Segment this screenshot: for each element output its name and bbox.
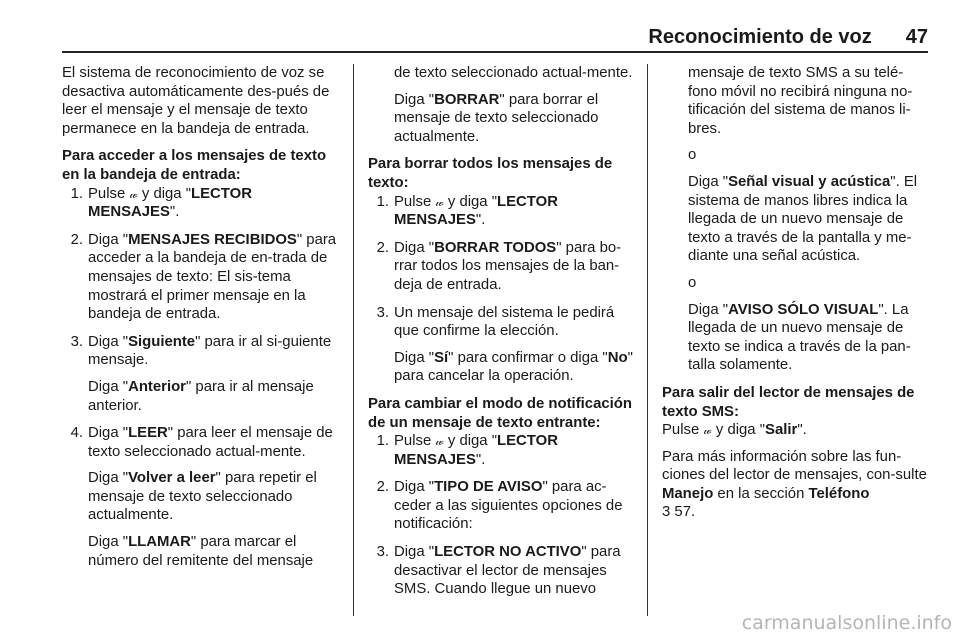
option-paragraph: Diga "AVISO SÓLO VISUAL". La llegada de un nuevo mensaje de texto se indica a través de la pan-talla solamente. [688, 301, 911, 374]
more-info-paragraph: Para más información sobre las fun-ciones del lector de mensajes, con-sulte Manejo en la sección Teléfono 3 57. [662, 448, 927, 521]
list-item: 2. Diga "TIPO DE AVISO" para ac-ceder a las siguientes opciones de notificación: [376, 479, 623, 533]
list-item: 2. Diga "MENSAJES RECIBIDOS" para acceder a la bandeja de en-trada de mensajes de texto: El sis-tema mostrará el primer mensaje en la bandeja de entrada. [70, 231, 337, 323]
voice-command-icon: 𝓌 [703, 423, 712, 438]
voice-command-icon: 𝓌 [129, 186, 138, 201]
exit-instruction: Pulse 𝓌 y diga "Salir". [662, 422, 807, 439]
steps-list [62, 185, 340, 571]
section-heading: Para borrar todos los mensajes de texto: [368, 156, 613, 191]
list-item: 1. Pulse 𝓌 y diga "LECTOR MENSAJES". [70, 185, 252, 221]
page-number: 47 [905, 26, 928, 48]
page-title: Reconocimiento de voz [648, 26, 872, 48]
list-item: 1. Pulse 𝓌 y diga "LECTOR MENSAJES". [376, 193, 558, 229]
column-3 [662, 64, 928, 531]
header-rule [62, 51, 928, 53]
column-divider [647, 64, 648, 616]
or-separator: o [688, 147, 697, 164]
continued-text: Diga "BORRAR" para borrar el mensaje de texto seleccionado actualmente. [394, 91, 599, 145]
voice-command-icon: 𝓌 [435, 194, 444, 209]
column-divider [353, 64, 354, 616]
page-header [62, 26, 928, 50]
continued-text: de texto seleccionado actual-mente. [394, 65, 633, 81]
section-heading: Para salir del lector de mensajes de texto SMS: [662, 384, 915, 420]
list-item: 3. Un mensaje del sistema le pedirá que confirme la elección. Diga "Sí" para confirmar o diga "No" para cancelar la operación. [376, 304, 633, 385]
intro-paragraph: El sistema de reconocimiento de voz se desactiva automáticamente des-pués de leer el mensaje y el mensaje de texto permanece en la bandeja de entrada. [62, 65, 330, 137]
page-reference: 57. [670, 504, 696, 521]
steps-list [368, 193, 634, 386]
steps-list [368, 432, 634, 599]
list-item: 3. Diga "Siguiente" para ir al si-guiente mensaje. Diga "Anterior" para ir al mensaje anterior. [70, 333, 332, 414]
list-item: 1. Pulse 𝓌 y diga "LECTOR MENSAJES". [376, 433, 558, 468]
option-paragraph: Diga "Señal visual y acústica". El sistema de manos libres indica la llegada de un nuevo mensaje de texto a través de la pantalla y me-diante una señal acústica. [688, 173, 918, 265]
column-2 [368, 64, 634, 608]
page-reference-icon: 3 [662, 504, 671, 521]
list-item: 2. Diga "BORRAR TODOS" para bo-rrar todos los mensajes de la ban-deja de entrada. [376, 239, 622, 293]
watermark: carmanualsonline.info [741, 612, 952, 634]
list-item: 4. Diga "LEER" para leer el mensaje de texto seleccionado actual-mente. Diga "Volver a leer" para repetir el mensaje de texto seleccionado actualmente. Diga "LLAMAR" para marcar el número del remitente del mensaje [70, 425, 333, 569]
column-1 [62, 64, 340, 579]
list-item: 3. Diga "LECTOR NO ACTIVO" para desactivar el lector de mensajes SMS. Cuando llegue un nuevo [376, 544, 621, 598]
or-separator: o [688, 274, 697, 291]
section-heading: Para acceder a los mensajes de texto en la bandeja de entrada: [62, 148, 327, 183]
continued-text: mensaje de texto SMS a su telé-fono móvil no recibirá ninguna no-tificación del sistema de manos li-bres. [688, 65, 913, 137]
section-heading: Para cambiar el modo de notificación de un mensaje de texto entrante: [368, 395, 632, 431]
voice-command-icon: 𝓌 [435, 434, 444, 449]
